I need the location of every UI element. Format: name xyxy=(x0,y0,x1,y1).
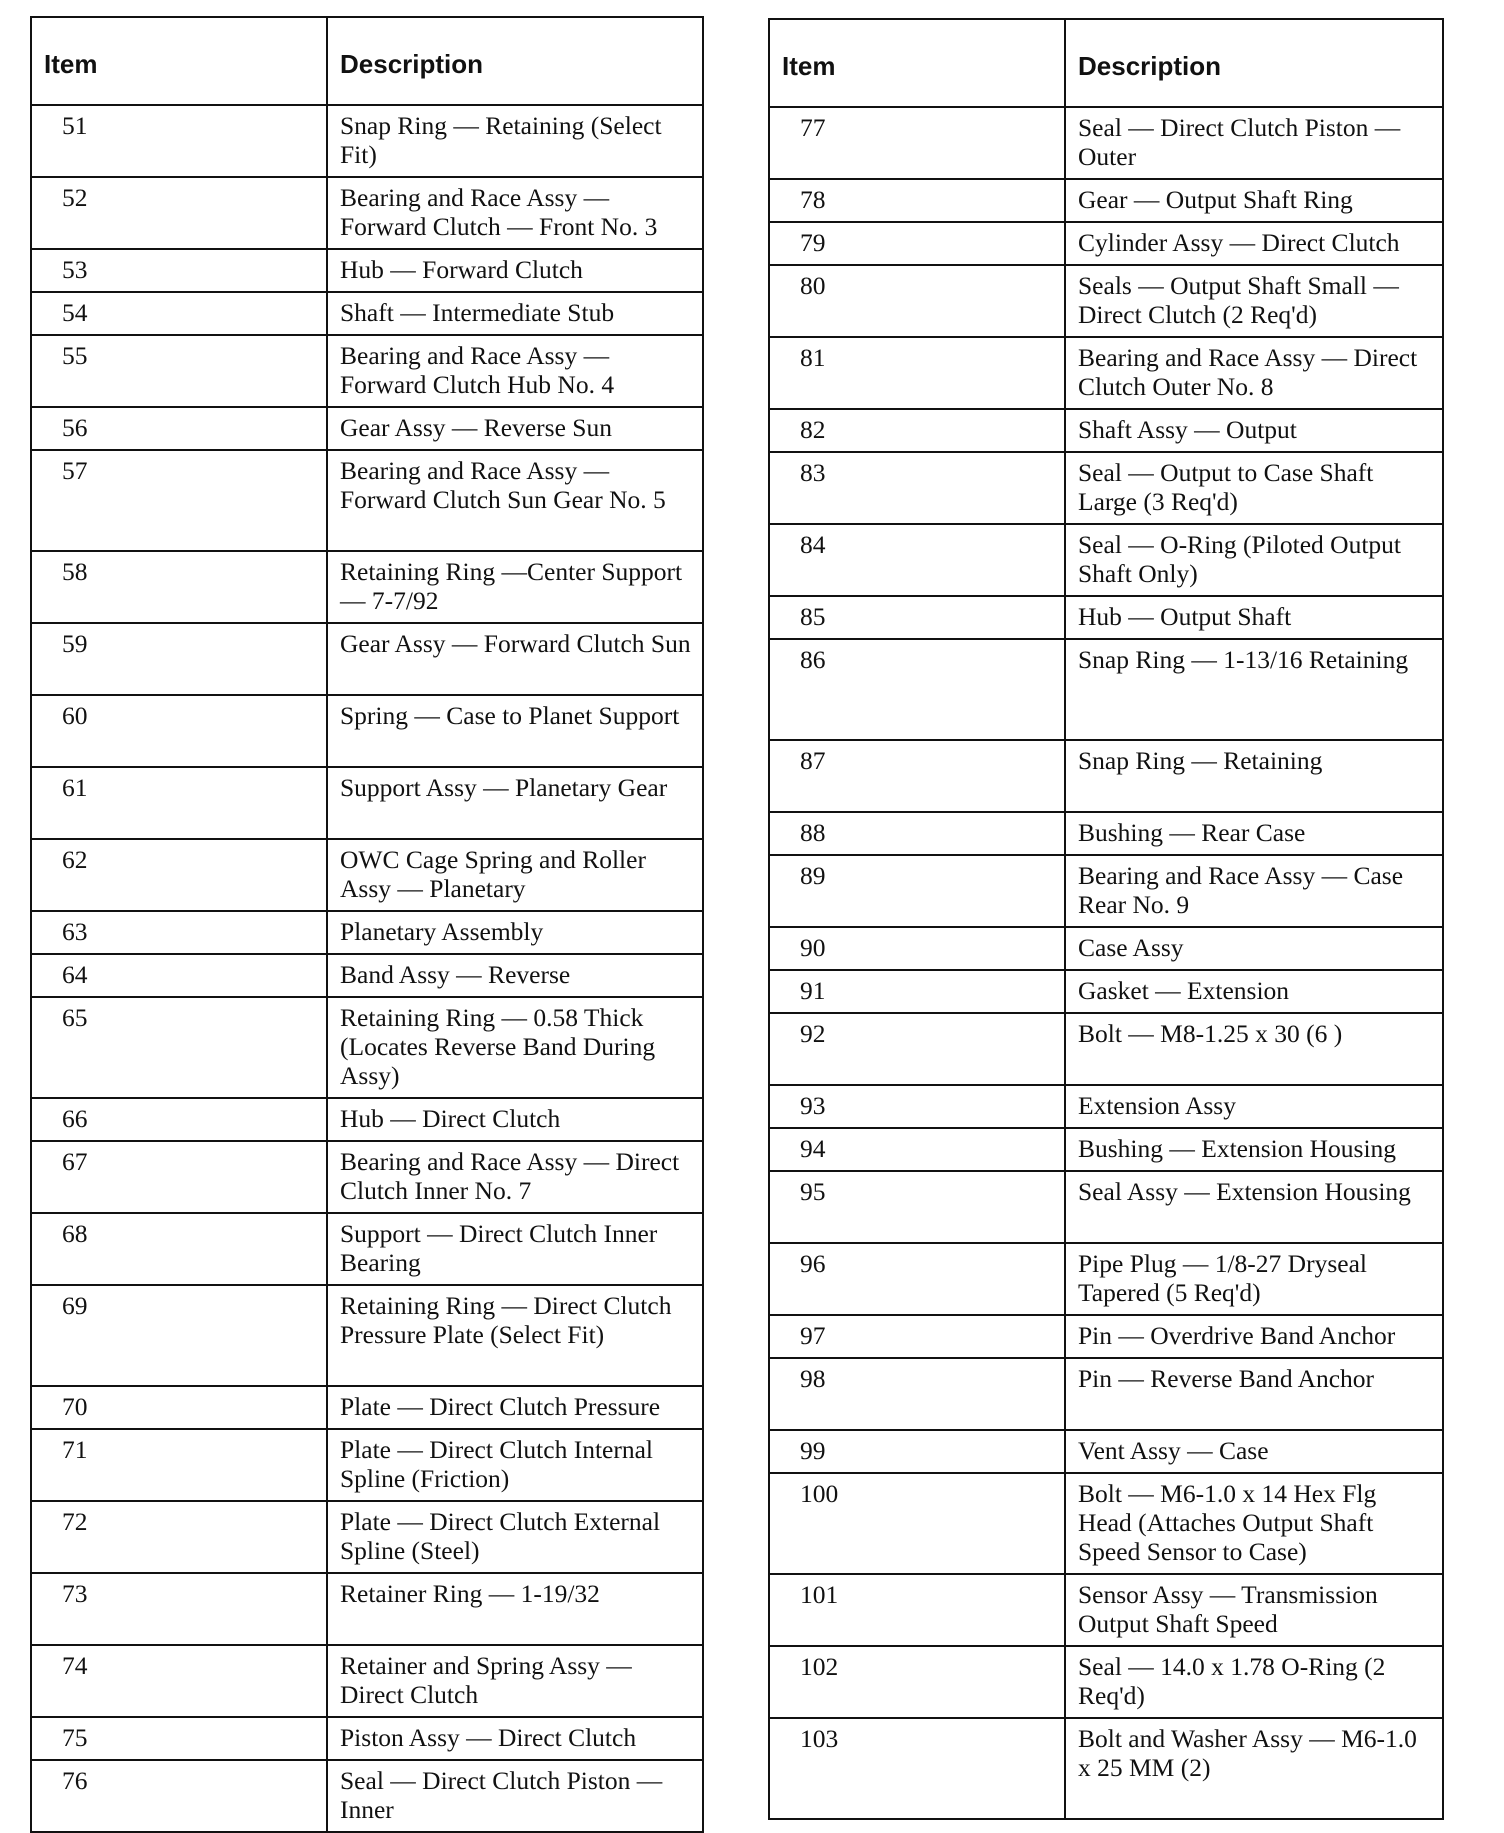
item-number: 81 xyxy=(769,337,1065,409)
item-column-header: Item xyxy=(31,17,327,105)
table-row xyxy=(769,337,1443,409)
table-row xyxy=(769,1718,1443,1819)
table-row xyxy=(769,179,1443,222)
table-row xyxy=(31,1098,703,1141)
table-row xyxy=(31,1429,703,1501)
item-number: 98 xyxy=(769,1358,1065,1430)
item-description: Bearing and Race Assy — Direct Clutch Outer No. 8 xyxy=(1065,337,1443,409)
item-description: OWC Cage Spring and Roller Assy — Planetary xyxy=(327,839,703,911)
table-row xyxy=(31,292,703,335)
item-description: Planetary Assembly xyxy=(327,911,703,954)
item-description: Plate — Direct Clutch External Spline (Steel) xyxy=(327,1501,703,1573)
item-number: 60 xyxy=(31,695,327,767)
item-number: 63 xyxy=(31,911,327,954)
item-description: Retaining Ring — 0.58 Thick (Locates Reverse Band During Assy) xyxy=(327,997,703,1098)
table-row xyxy=(31,177,703,249)
item-description: Pipe Plug — 1/8-27 Dryseal Tapered (5 Req'd) xyxy=(1065,1243,1443,1315)
item-description: Retaining Ring — Direct Clutch Pressure Plate (Select Fit) xyxy=(327,1285,703,1386)
item-description: Seal — Output to Case Shaft Large (3 Req'd) xyxy=(1065,452,1443,524)
item-column-header: Item xyxy=(769,19,1065,107)
item-number: 96 xyxy=(769,1243,1065,1315)
description-column-header: Description xyxy=(327,17,703,105)
table-row xyxy=(769,107,1443,179)
item-description: Cylinder Assy — Direct Clutch xyxy=(1065,222,1443,265)
item-description: Plate — Direct Clutch Internal Spline (Friction) xyxy=(327,1429,703,1501)
item-description: Gear Assy — Forward Clutch Sun xyxy=(327,623,703,695)
item-number: 90 xyxy=(769,927,1065,970)
item-description: Gear — Output Shaft Ring xyxy=(1065,179,1443,222)
item-number: 58 xyxy=(31,551,327,623)
item-number: 65 xyxy=(31,997,327,1098)
item-number: 101 xyxy=(769,1574,1065,1646)
table-row xyxy=(31,839,703,911)
item-description: Seal — O-Ring (Piloted Output Shaft Only) xyxy=(1065,524,1443,596)
table-row xyxy=(769,1430,1443,1473)
table-row xyxy=(31,1141,703,1213)
table-row xyxy=(769,1473,1443,1574)
item-number: 103 xyxy=(769,1718,1065,1819)
item-number: 62 xyxy=(31,839,327,911)
table-row xyxy=(769,1128,1443,1171)
item-description: Bearing and Race Assy — Forward Clutch Sun Gear No. 5 xyxy=(327,450,703,551)
table-row xyxy=(31,911,703,954)
item-number: 87 xyxy=(769,740,1065,812)
item-number: 93 xyxy=(769,1085,1065,1128)
item-number: 84 xyxy=(769,524,1065,596)
item-description: Gasket — Extension xyxy=(1065,970,1443,1013)
header-row xyxy=(31,17,703,105)
table-row xyxy=(31,954,703,997)
table-row xyxy=(31,407,703,450)
table-row xyxy=(31,1213,703,1285)
item-number: 53 xyxy=(31,249,327,292)
table-row xyxy=(769,812,1443,855)
table-row xyxy=(31,249,703,292)
item-number: 76 xyxy=(31,1760,327,1832)
table-row xyxy=(31,1501,703,1573)
item-number: 69 xyxy=(31,1285,327,1386)
item-number: 68 xyxy=(31,1213,327,1285)
item-description: Bushing — Extension Housing xyxy=(1065,1128,1443,1171)
item-description: Sensor Assy — Transmission Output Shaft Speed xyxy=(1065,1574,1443,1646)
item-description: Snap Ring — Retaining xyxy=(1065,740,1443,812)
table-row xyxy=(769,927,1443,970)
item-number: 79 xyxy=(769,222,1065,265)
table-row xyxy=(31,767,703,839)
table-row xyxy=(31,1760,703,1832)
item-number: 99 xyxy=(769,1430,1065,1473)
table-row xyxy=(31,1573,703,1645)
item-number: 100 xyxy=(769,1473,1065,1574)
item-description: Seal — Direct Clutch Piston — Inner xyxy=(327,1760,703,1832)
table-row xyxy=(769,855,1443,927)
item-description: Vent Assy — Case xyxy=(1065,1430,1443,1473)
table-row xyxy=(769,1358,1443,1430)
table-row xyxy=(31,105,703,177)
parts-table-left-body xyxy=(31,105,703,1832)
table-row xyxy=(769,222,1443,265)
table-row xyxy=(769,970,1443,1013)
item-number: 55 xyxy=(31,335,327,407)
header-row xyxy=(769,19,1443,107)
item-description: Seal — 14.0 x 1.78 O-Ring (2 Req'd) xyxy=(1065,1646,1443,1718)
table-row xyxy=(31,695,703,767)
item-number: 86 xyxy=(769,639,1065,740)
table-row xyxy=(769,1243,1443,1315)
item-number: 78 xyxy=(769,179,1065,222)
item-number: 73 xyxy=(31,1573,327,1645)
item-number: 83 xyxy=(769,452,1065,524)
item-number: 61 xyxy=(31,767,327,839)
item-description: Hub — Output Shaft xyxy=(1065,596,1443,639)
item-number: 74 xyxy=(31,1645,327,1717)
item-description: Bearing and Race Assy — Forward Clutch Hub No. 4 xyxy=(327,335,703,407)
item-number: 64 xyxy=(31,954,327,997)
description-column-header: Description xyxy=(1065,19,1443,107)
item-description: Case Assy xyxy=(1065,927,1443,970)
item-number: 82 xyxy=(769,409,1065,452)
item-description: Seal Assy — Extension Housing xyxy=(1065,1171,1443,1243)
item-description: Gear Assy — Reverse Sun xyxy=(327,407,703,450)
item-number: 89 xyxy=(769,855,1065,927)
item-number: 71 xyxy=(31,1429,327,1501)
table-row xyxy=(31,997,703,1098)
item-description: Support Assy — Planetary Gear xyxy=(327,767,703,839)
item-number: 97 xyxy=(769,1315,1065,1358)
item-description: Bolt and Washer Assy — M6-1.0 x 25 MM (2) xyxy=(1065,1718,1443,1819)
item-description: Bolt — M6-1.0 x 14 Hex Flg Head (Attaches Output Shaft Speed Sensor to Case) xyxy=(1065,1473,1443,1574)
item-number: 72 xyxy=(31,1501,327,1573)
table-row xyxy=(769,409,1443,452)
table-row xyxy=(769,524,1443,596)
table-row xyxy=(31,335,703,407)
item-description: Extension Assy xyxy=(1065,1085,1443,1128)
table-row xyxy=(769,639,1443,740)
item-number: 88 xyxy=(769,812,1065,855)
table-row xyxy=(769,740,1443,812)
table-row xyxy=(31,551,703,623)
item-description: Bushing — Rear Case xyxy=(1065,812,1443,855)
item-description: Hub — Direct Clutch xyxy=(327,1098,703,1141)
item-number: 95 xyxy=(769,1171,1065,1243)
table-row xyxy=(769,1085,1443,1128)
table-row xyxy=(769,1171,1443,1243)
item-description: Spring — Case to Planet Support xyxy=(327,695,703,767)
item-description: Piston Assy — Direct Clutch xyxy=(327,1717,703,1760)
item-description: Shaft Assy — Output xyxy=(1065,409,1443,452)
item-number: 85 xyxy=(769,596,1065,639)
table-row xyxy=(769,1013,1443,1085)
item-description: Snap Ring — 1-13/16 Retaining xyxy=(1065,639,1443,740)
table-row xyxy=(769,1315,1443,1358)
item-number: 67 xyxy=(31,1141,327,1213)
item-description: Shaft — Intermediate Stub xyxy=(327,292,703,335)
item-number: 92 xyxy=(769,1013,1065,1085)
table-row xyxy=(31,450,703,551)
item-description: Seal — Direct Clutch Piston — Outer xyxy=(1065,107,1443,179)
item-description: Retainer and Spring Assy — Direct Clutch xyxy=(327,1645,703,1717)
item-description: Seals — Output Shaft Small — Direct Clutch (2 Req'd) xyxy=(1065,265,1443,337)
table-row xyxy=(769,596,1443,639)
table-row xyxy=(31,1386,703,1429)
table-row xyxy=(31,1645,703,1717)
item-number: 80 xyxy=(769,265,1065,337)
table-row xyxy=(769,1574,1443,1646)
item-description: Bearing and Race Assy — Case Rear No. 9 xyxy=(1065,855,1443,927)
parts-table-left xyxy=(30,16,704,1833)
item-description: Bearing and Race Assy — Forward Clutch — Front No. 3 xyxy=(327,177,703,249)
item-number: 70 xyxy=(31,1386,327,1429)
item-number: 54 xyxy=(31,292,327,335)
parts-table-right-body xyxy=(769,107,1443,1819)
table-row xyxy=(31,623,703,695)
item-description: Band Assy — Reverse xyxy=(327,954,703,997)
item-description: Pin — Overdrive Band Anchor xyxy=(1065,1315,1443,1358)
item-description: Hub — Forward Clutch xyxy=(327,249,703,292)
parts-table-right xyxy=(768,18,1444,1820)
item-number: 77 xyxy=(769,107,1065,179)
table-row xyxy=(769,265,1443,337)
item-number: 94 xyxy=(769,1128,1065,1171)
table-row xyxy=(769,1646,1443,1718)
item-description: Pin — Reverse Band Anchor xyxy=(1065,1358,1443,1430)
item-number: 57 xyxy=(31,450,327,551)
table-row xyxy=(769,452,1443,524)
table-row xyxy=(31,1285,703,1386)
item-description: Plate — Direct Clutch Pressure xyxy=(327,1386,703,1429)
item-description: Bearing and Race Assy — Direct Clutch Inner No. 7 xyxy=(327,1141,703,1213)
item-number: 102 xyxy=(769,1646,1065,1718)
item-number: 75 xyxy=(31,1717,327,1760)
table-row xyxy=(31,1717,703,1760)
item-number: 52 xyxy=(31,177,327,249)
item-description: Retainer Ring — 1-19/32 xyxy=(327,1573,703,1645)
item-description: Retaining Ring —Center Support — 7-7/92 xyxy=(327,551,703,623)
item-number: 66 xyxy=(31,1098,327,1141)
item-description: Bolt — M8-1.25 x 30 (6 ) xyxy=(1065,1013,1443,1085)
item-number: 51 xyxy=(31,105,327,177)
item-number: 91 xyxy=(769,970,1065,1013)
item-number: 56 xyxy=(31,407,327,450)
item-description: Support — Direct Clutch Inner Bearing xyxy=(327,1213,703,1285)
item-description: Snap Ring — Retaining (Select Fit) xyxy=(327,105,703,177)
item-number: 59 xyxy=(31,623,327,695)
